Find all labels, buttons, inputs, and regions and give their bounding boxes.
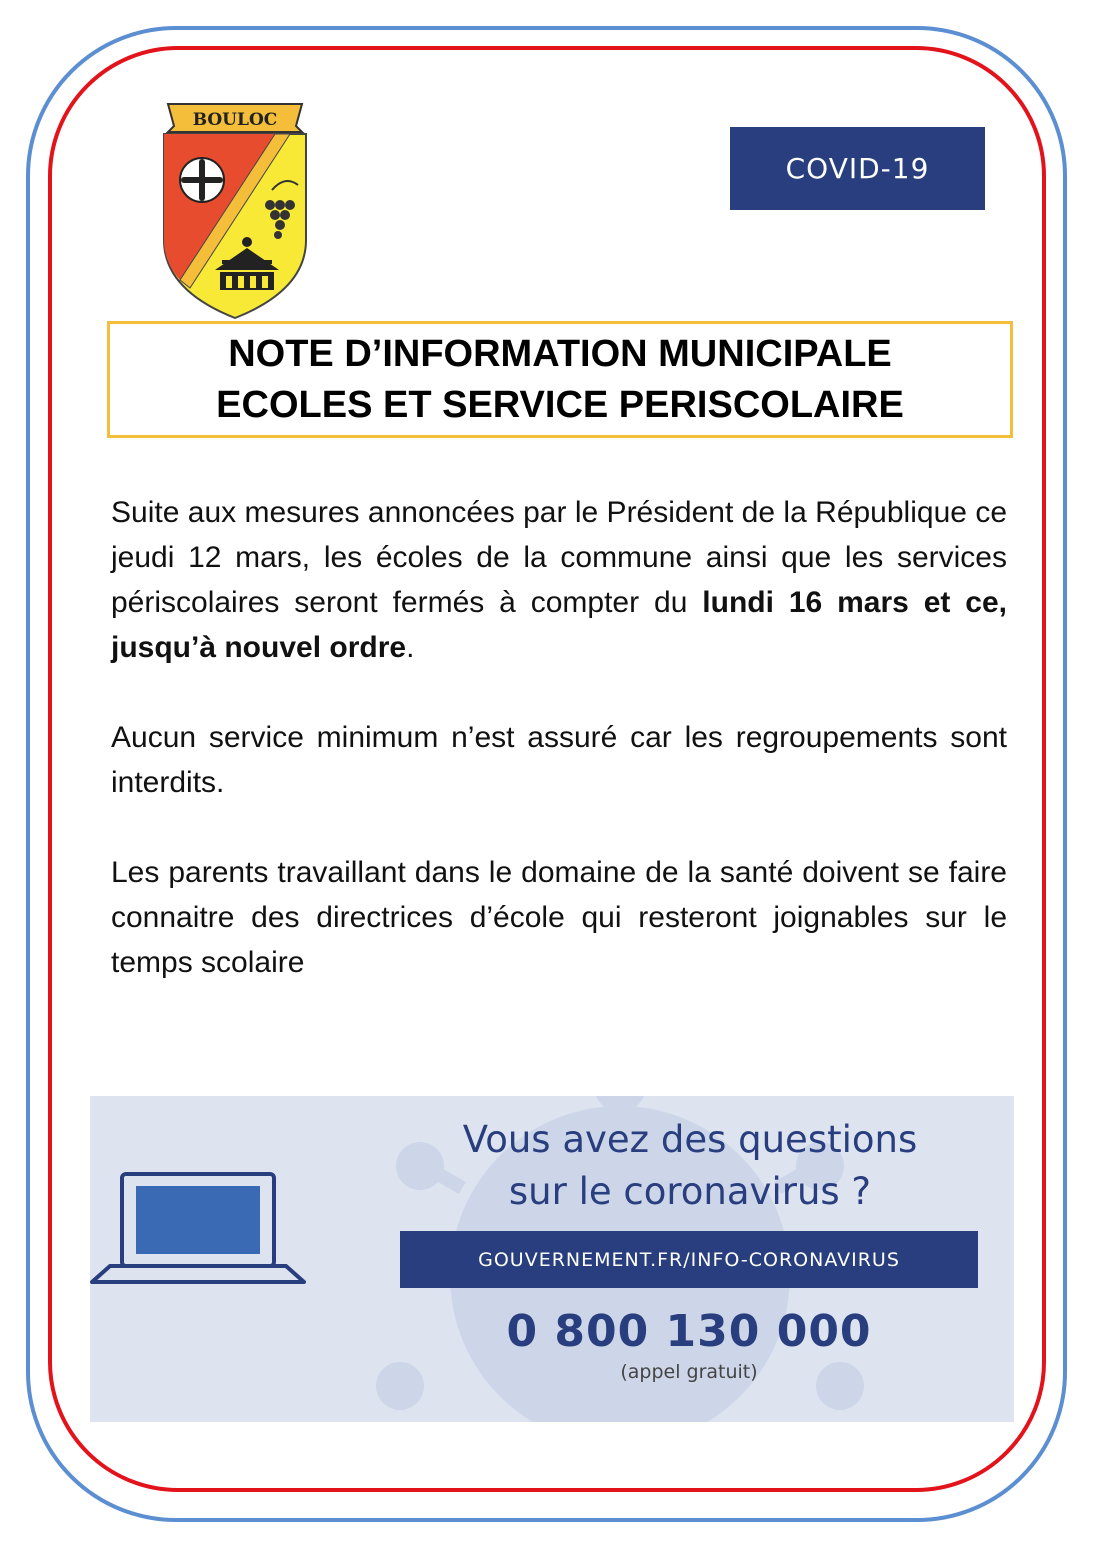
covid-19-badge: COVID-19 [730, 127, 985, 210]
question-line-2: sur le coronavirus ? [508, 1170, 872, 1213]
laptop-icon [90, 1166, 312, 1286]
bouloc-crest-logo [160, 90, 310, 320]
paragraph-no-service: Aucun service minimum n’est assuré car les regroupements sont interdits. [111, 721, 1007, 799]
hotline-number[interactable]: 0 800 130 000 [506, 1306, 872, 1357]
svg-text:BOULOC: BOULOC [192, 110, 278, 130]
question-line-1: Vous avez des questions [462, 1118, 918, 1161]
paragraph-health-parents: Les parents travaillant dans le domaine de la santé doivent se faire connaitre des directrices d’école qui resteront joignables sur le temps scolaire [111, 856, 1007, 979]
title-line-1: NOTE D’INFORMATION MUNICIPALE [228, 332, 892, 375]
coronavirus-info-banner [90, 1096, 1014, 1422]
notice-body [111, 490, 1007, 985]
closure-date-emphasis: lundi 16 mars et ce, jusqu’à nouvel ordre [111, 586, 1007, 664]
paragraph-closure-text: Suite aux mesures annoncées par le Président de la République ce jeudi 12 mars, les écoles de la commune ainsi que les services périscolaires seront fermés à compter du [111, 496, 1007, 619]
info-url-link[interactable]: GOUVERNEMENT.FR/INFO-CORONAVIRUS [400, 1231, 978, 1288]
paragraph-closure [111, 490, 1007, 670]
free-call-note: (appel gratuit) [620, 1361, 758, 1383]
paragraph-closure-end: . [406, 631, 415, 664]
title-line-2: ECOLES ET SERVICE PERISCOLAIRE [216, 383, 904, 426]
title-box [107, 321, 1013, 438]
